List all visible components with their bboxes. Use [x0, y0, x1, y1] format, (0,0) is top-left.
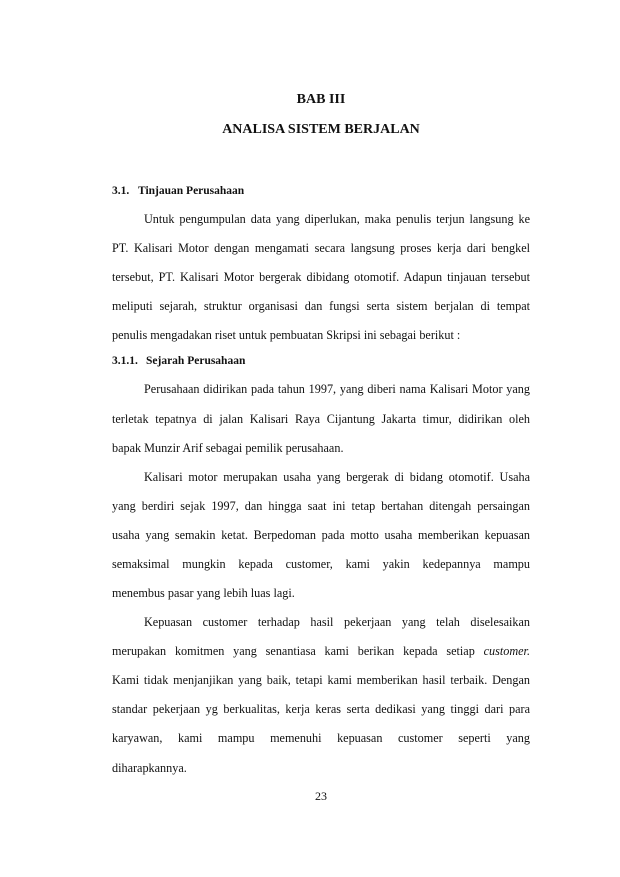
- section-title: Tinjauan Perusahaan: [138, 185, 245, 197]
- chapter-title: ANALISA SISTEM BERJALAN: [222, 122, 420, 137]
- section-number: 3.1.: [112, 185, 130, 197]
- text-line: Kami tidak menjanjikan yang baik, tetapi kami memberikan hasil terbaik. Dengan: [112, 673, 530, 687]
- text-span: merupakan komitmen yang senantiasa kami berikan kepada setiap: [112, 644, 475, 658]
- text-line: standar pekerjaan yg berkualitas, kerja keras serta dedikasi yang tinggi dari para: [112, 702, 530, 716]
- text-line: Perusahaan didirikan pada tahun 1997, yang diberi nama Kalisari Motor yang: [144, 382, 530, 396]
- text-line: Untuk pengumpulan data yang diperlukan, maka penulis terjun langsung ke: [144, 212, 530, 226]
- text-line: PT. Kalisari Motor dengan mengamati secara langsung proses kerja dari bengkel: [112, 241, 530, 255]
- section-title: Sejarah Perusahaan: [146, 355, 246, 367]
- text-line: bapak Munzir Arif sebagai pemilik perusahaan.: [112, 441, 344, 455]
- text-line: penulis mengadakan riset untuk pembuatan Skripsi ini sebagai berikut :: [112, 328, 461, 342]
- section-number: 3.1.1.: [112, 355, 138, 367]
- text-line: tersebut, PT. Kalisari Motor bergerak dibidang otomotif. Adapun tinjauan tersebut: [112, 270, 530, 284]
- text-line: [112, 643, 530, 659]
- chapter-number: BAB III: [296, 92, 346, 107]
- text-line: yang berdiri sejak 1997, dan hingga saat ini tetap bertahan ditengah persaingan: [112, 499, 530, 513]
- page-number: 23: [315, 789, 327, 803]
- text-line: meliputi sejarah, struktur organisasi dan fungsi serta sistem berjalan di tempat: [112, 299, 530, 313]
- italic-term: customer.: [483, 644, 530, 658]
- section-heading-3-1: [112, 184, 244, 198]
- text-line: karyawan, kami mampu memenuhi kepuasan customer seperti yang: [112, 731, 530, 745]
- text-line: diharapkannya.: [112, 761, 187, 775]
- text-line: menembus pasar yang lebih luas lagi.: [112, 586, 295, 600]
- text-line: semaksimal mungkin kepada customer, kami yakin kedepannya mampu: [112, 557, 530, 571]
- text-line: terletak tepatnya di jalan Kalisari Raya Cijantung Jakarta timur, didirikan oleh: [112, 412, 530, 426]
- section-heading-3-1-1: [112, 354, 245, 368]
- text-line: Kepuasan customer terhadap hasil pekerjaan yang telah diselesaikan: [144, 615, 530, 629]
- text-line: usaha yang semakin ketat. Berpedoman pada motto usaha memberikan kepuasan: [112, 528, 530, 542]
- text-line: Kalisari motor merupakan usaha yang bergerak di bidang otomotif. Usaha: [144, 470, 530, 484]
